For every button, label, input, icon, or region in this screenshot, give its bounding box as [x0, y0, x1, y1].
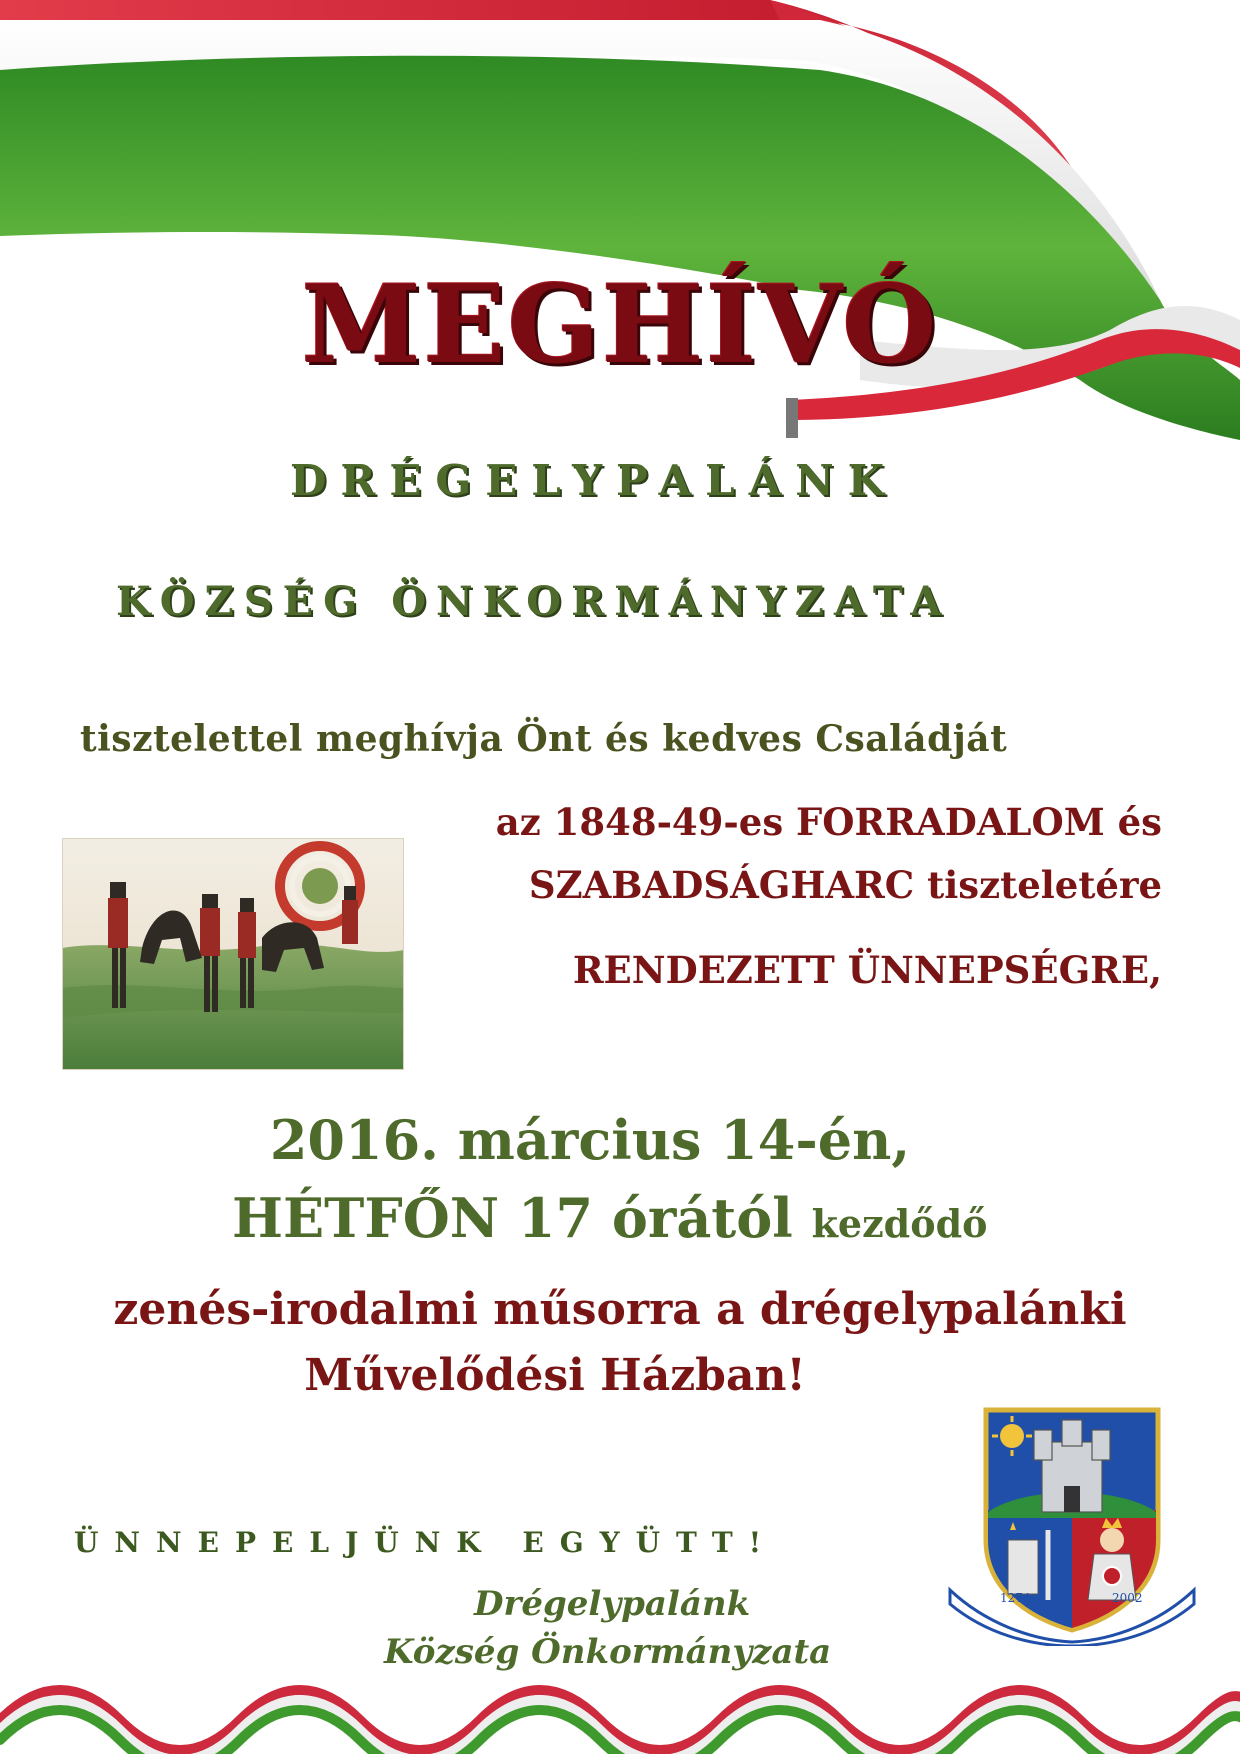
coat-year-left: 1274 — [1000, 1591, 1031, 1605]
coat-year-right: 2002 — [1112, 1591, 1143, 1605]
invitation-text: tisztelettel meghívja Önt és kedves Családját — [80, 718, 1008, 760]
event-time-main: HÉTFŐN 17 órától — [232, 1186, 793, 1250]
event-date: 2016. március 14-én, — [269, 1108, 911, 1172]
signature-line-2: Község Önkormányzata — [384, 1632, 832, 1672]
event-time-suffix: kezdődő — [811, 1201, 988, 1246]
event-time — [232, 1186, 988, 1250]
tricolour-ribbon-top — [0, 0, 1240, 460]
event-venue: Művelődési Házban! — [304, 1350, 806, 1401]
program-description: zenés-irodalmi műsorra a drégelypalánki — [113, 1284, 1127, 1335]
organizer-name: DRÉGELYPALÁNK — [290, 456, 899, 505]
tricolour-ribbon-bottom — [0, 1660, 1240, 1754]
coat-of-arms-icon — [944, 1390, 1200, 1646]
page-title: MEGHÍVÓ — [301, 262, 939, 388]
signature-line-1: Drégelypalánk — [474, 1584, 751, 1624]
occasion-line-3: RENDEZETT ÜNNEPSÉGRE, — [572, 948, 1162, 992]
hussar-painting-icon — [62, 838, 404, 1070]
occasion-line-1: az 1848-49-es FORRADALOM és — [495, 800, 1162, 844]
slogan: ÜNNEPELJÜNK EGYÜTT! — [74, 1526, 777, 1559]
organizer-body: KÖZSÉG ÖNKORMÁNYZATA — [116, 578, 952, 625]
occasion-line-2: SZABADSÁGHARC tiszteletére — [528, 863, 1162, 907]
